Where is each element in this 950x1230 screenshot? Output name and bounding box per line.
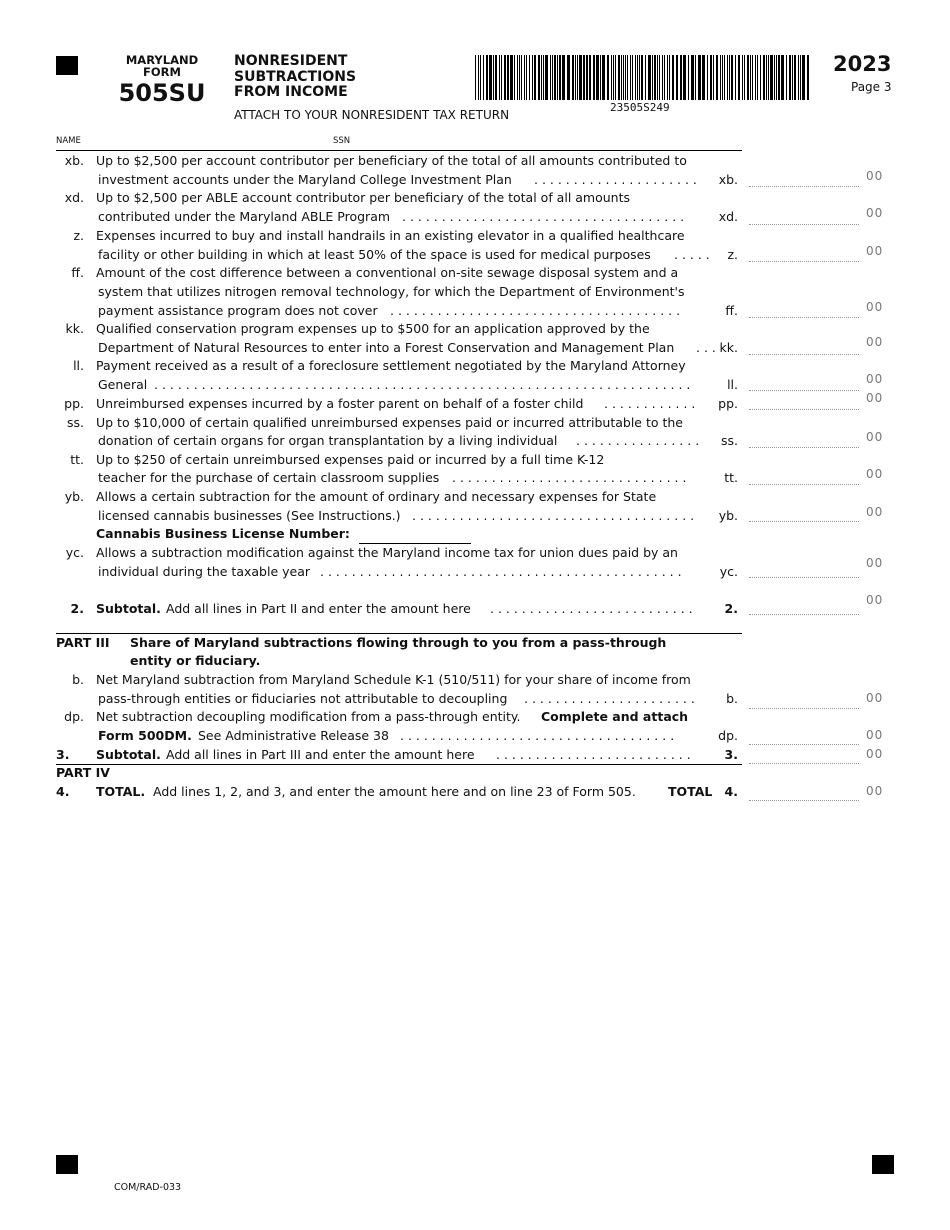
ssn-label: SSN xyxy=(333,136,351,146)
line-dp: dp. Net subtraction decoupling modification from a pass-through entity. Complete and attach xyxy=(64,709,689,724)
amount-field-2[interactable] xyxy=(749,614,859,615)
amount-field-ss[interactable] xyxy=(749,447,859,448)
amount-field-yb[interactable] xyxy=(749,521,859,522)
form-state-label: MARYLAND FORM xyxy=(125,53,199,79)
line-z: z. Expenses incurred to buy and install handrails in an existing elevator in a qualified healthcare xyxy=(73,228,685,243)
amount-field-3[interactable] xyxy=(749,763,859,764)
amount-field-ll[interactable] xyxy=(749,390,859,391)
amount-field-yc[interactable] xyxy=(749,577,859,578)
cannabis-license-label: Cannabis Business License Number: xyxy=(96,526,350,541)
barcode-number: 23505S249 xyxy=(610,101,670,114)
cents-dp: 00 xyxy=(866,728,884,742)
cents-xd: 00 xyxy=(866,206,884,220)
line-3-subtotal: 3. Subtotal. Add all lines in Part III and enter the amount here . . . . . . . . . . . . . . . . . . . . . . . . . 3. xyxy=(56,747,738,762)
amount-field-ff[interactable] xyxy=(749,317,859,318)
amount-field-dp[interactable] xyxy=(749,744,859,745)
cents-yb: 00 xyxy=(866,505,884,519)
line-pp: pp. Unreimbursed expenses incurred by a foster parent on behalf of a foster child . . . . . . . . . . . . pp. xyxy=(64,396,738,411)
amount-field-xd[interactable] xyxy=(749,224,859,225)
cents-tt: 00 xyxy=(866,467,884,481)
cents-kk: 00 xyxy=(866,335,884,349)
line-ff: ff. Amount of the cost difference between a conventional on-site sewage disposal system and a xyxy=(71,265,679,280)
cents-3: 00 xyxy=(866,747,884,761)
line-ss: ss. Up to $10,000 of certain qualified unreimbursed expenses paid or incurred attributable to the xyxy=(67,415,683,430)
amount-field-pp[interactable] xyxy=(749,409,859,410)
line-b: b. Net Maryland subtraction from Maryland Schedule K-1 (510/511) for your share of income from xyxy=(72,672,691,687)
tax-year: 2023 xyxy=(833,52,892,76)
cents-xb: 00 xyxy=(866,169,884,183)
line-ll: ll. Payment received as a result of a foreclosure settlement negotiated by the Maryland Attorney xyxy=(73,358,686,373)
amount-field-xb[interactable] xyxy=(749,186,859,187)
form-title: NONRESIDENT SUBTRACTIONS FROM INCOME xyxy=(234,53,357,100)
part4-rule xyxy=(56,764,742,765)
line-xd: xd. Up to $2,500 per ABLE account contributor per beneficiary of the total of all amounts xyxy=(64,190,631,205)
attach-instruction: ATTACH TO YOUR NONRESIDENT TAX RETURN xyxy=(234,108,510,122)
part4-title: PART IV xyxy=(56,765,110,780)
cents-yc: 00 xyxy=(866,556,884,570)
line-4-total: 4. TOTAL. Add lines 1, 2, and 3, and enter the amount here and on line 23 of Form 505. TOTAL 4. xyxy=(56,784,738,799)
cents-4: 00 xyxy=(866,784,884,798)
form-number: 505SU xyxy=(118,79,206,107)
cents-ss: 00 xyxy=(866,430,884,444)
amount-field-4[interactable] xyxy=(749,800,859,801)
line-yc: yc. Allows a subtraction modification against the Maryland income tax for union dues paid by an xyxy=(65,545,678,560)
cents-b: 00 xyxy=(866,691,884,705)
amount-field-z[interactable] xyxy=(749,261,859,262)
part3-title: PART III xyxy=(56,635,110,650)
name-label: NAME xyxy=(56,136,81,146)
header-rule xyxy=(56,150,742,151)
amount-field-kk[interactable] xyxy=(749,354,859,355)
registration-mark-bottom-left xyxy=(56,1155,78,1174)
form-code-footer: COM/RAD-033 xyxy=(114,1182,182,1193)
line-tt: tt. Up to $250 of certain unreimbursed expenses paid or incurred by a full time K-12 xyxy=(70,452,605,467)
page-number: Page 3 xyxy=(851,80,892,94)
registration-mark-bottom-right xyxy=(872,1155,894,1174)
line-xb: xb. Up to $2,500 per account contributor per beneficiary of the total of all amounts contributed to xyxy=(64,153,687,168)
line-2-subtotal: 2. Subtotal. Add all lines in Part II and enter the amount here . . . . . . . . . . . . . . . . . . . . . . . . . . 2. xyxy=(70,601,738,616)
cents-z: 00 xyxy=(866,244,884,258)
cents-ff: 00 xyxy=(866,300,884,314)
cents-ll: 00 xyxy=(866,372,884,386)
amount-field-b[interactable] xyxy=(749,708,859,709)
cents-2: 00 xyxy=(866,593,884,607)
part3-heading: Share of Maryland subtractions flowing through to you from a pass-through entity or fiduciary. xyxy=(130,635,667,668)
amount-field-tt[interactable] xyxy=(749,484,859,485)
registration-mark-top-left xyxy=(56,56,78,75)
cents-pp: 00 xyxy=(866,391,884,405)
line-yb: yb. Allows a certain subtraction for the amount of ordinary and necessary expenses for State xyxy=(64,489,657,504)
line-kk: kk. Qualified conservation program expenses up to $500 for an application approved by the xyxy=(65,321,650,336)
barcode xyxy=(475,55,810,100)
